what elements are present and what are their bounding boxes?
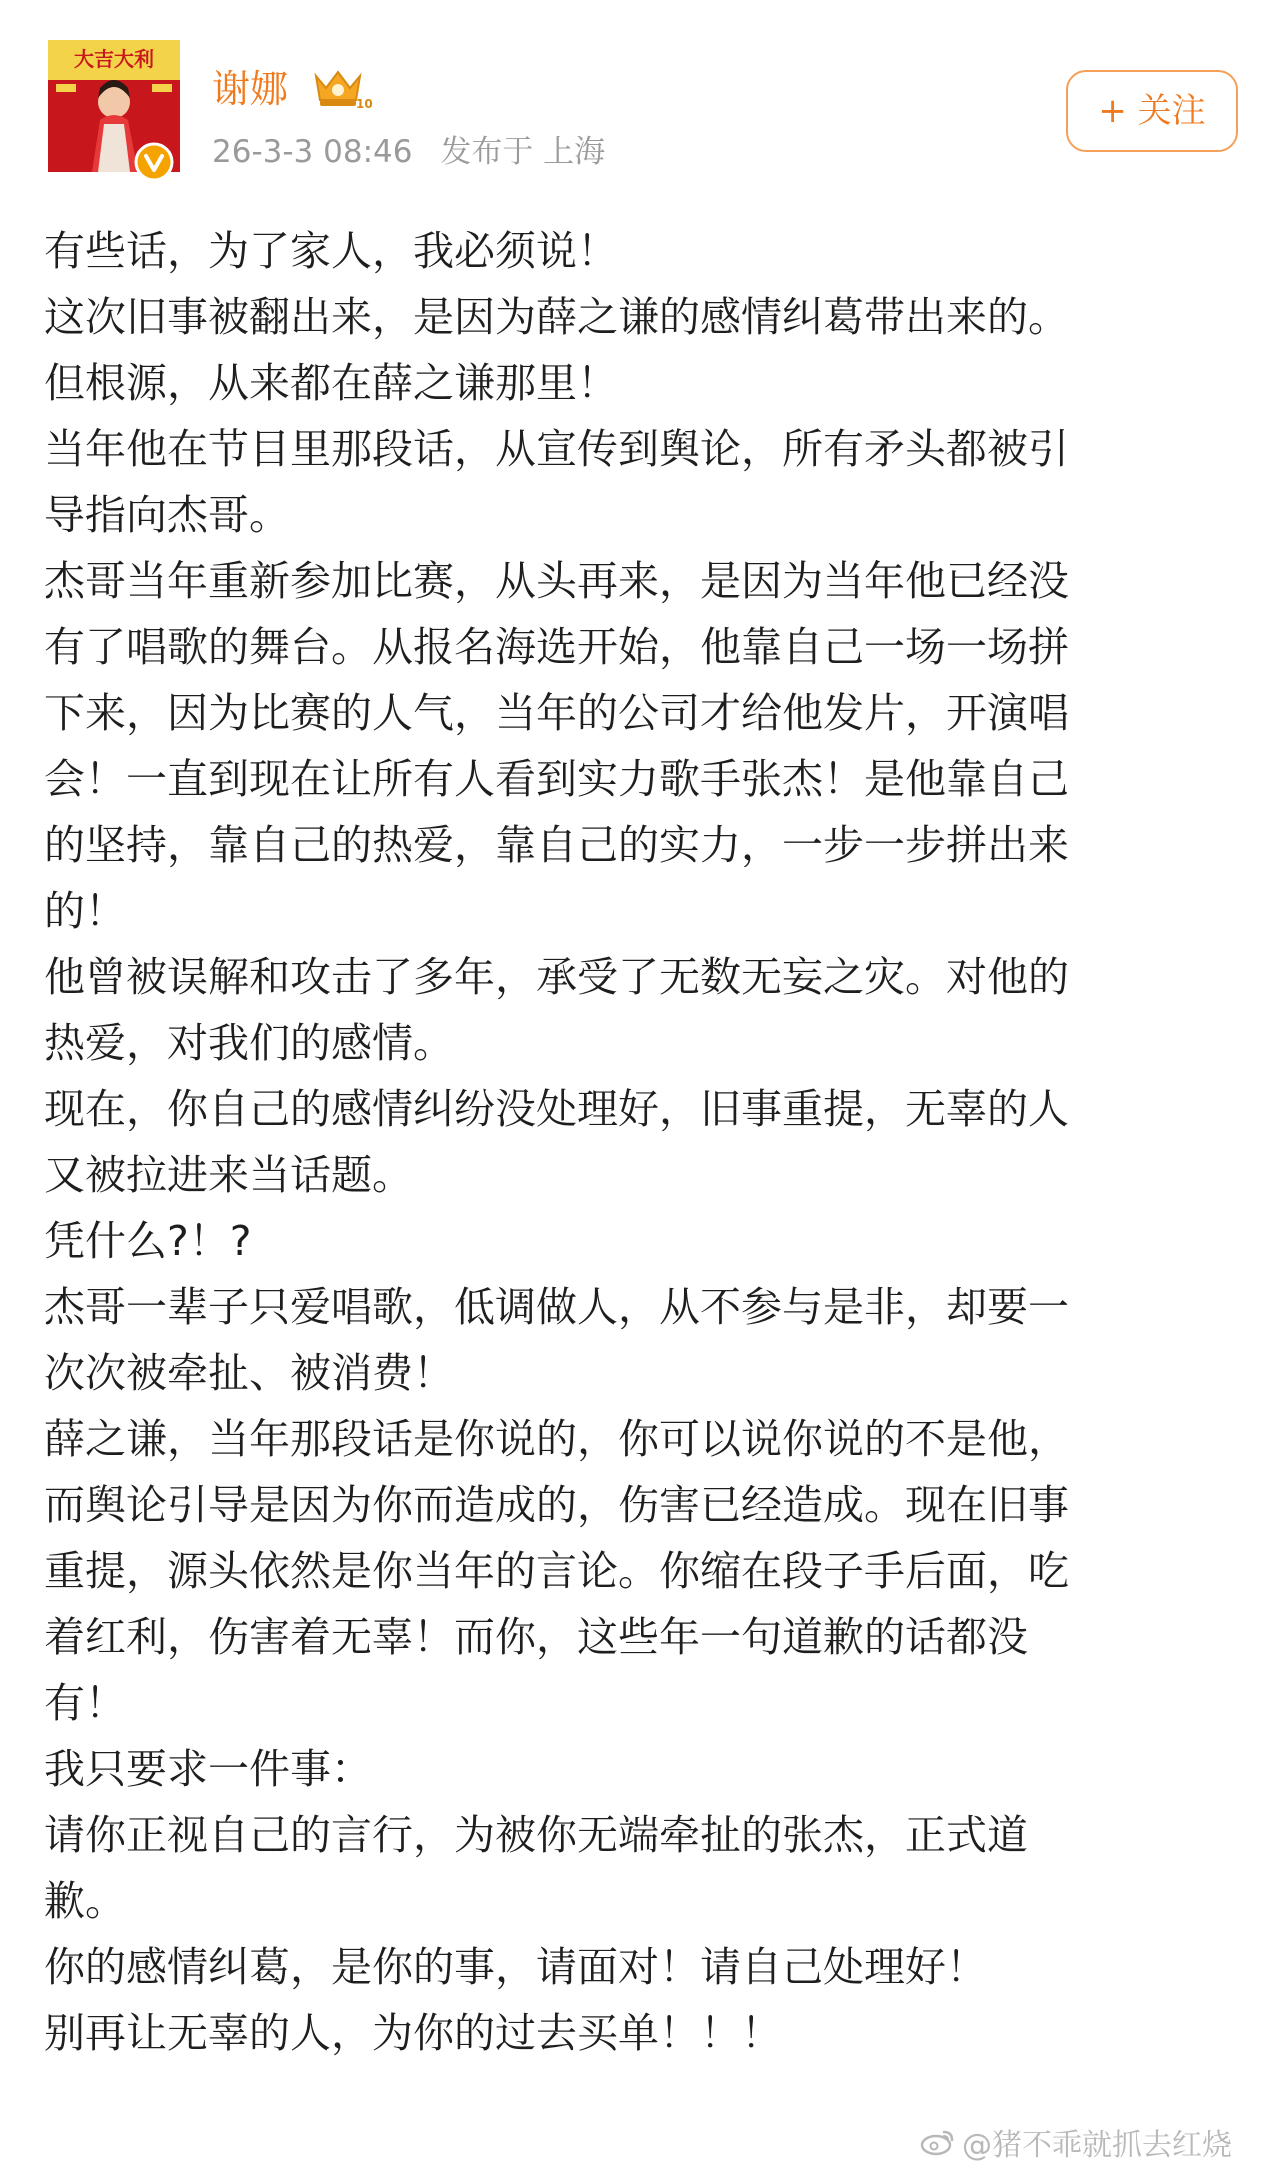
post-line: 你的感情纠葛，是你的事，请面对！请自己处理好！	[44, 1943, 987, 1991]
post-line: 这次旧事被翻出来，是因为薛之谦的感情纠葛带出来的。	[44, 293, 1069, 341]
post-line: 重提，源头依然是你当年的言论。你缩在段子手后面，吃	[44, 1547, 1069, 1595]
post-line: 次次被牵扯、被消费！	[44, 1349, 454, 1397]
post-line: 导指向杰哥。	[44, 491, 290, 539]
watermark-text: @猪不乖就抓去红烧	[962, 2128, 1232, 2163]
post-line: 热爱，对我们的感情。	[44, 1019, 454, 1067]
post-line: 有！	[44, 1679, 126, 1727]
post-line: 的坚持，靠自己的热爱，靠自己的实力，一步一步拼出来	[44, 821, 1069, 869]
user-name[interactable]: 谢娜	[212, 67, 289, 111]
post-line: 别再让无辜的人，为你的过去买单！！！	[44, 2009, 782, 2057]
svg-text:10: 10	[356, 97, 373, 111]
watermark	[920, 2124, 1232, 2169]
follow-button[interactable]: + 关注	[1066, 70, 1238, 152]
post-line: 现在，你自己的感情纠纷没处理好，旧事重提，无辜的人	[44, 1085, 1069, 1133]
post-location: 发布于 上海	[440, 134, 606, 170]
post-header	[0, 0, 1283, 190]
post-line: 我只要求一件事：	[44, 1745, 372, 1793]
post-line: 下来，因为比赛的人气，当年的公司才给他发片，开演唱	[44, 689, 1069, 737]
post-timestamp: 26-3-3 08:46	[212, 134, 413, 170]
post-meta	[212, 130, 623, 174]
post-line: 的！	[44, 887, 126, 935]
post-body	[44, 218, 1244, 2066]
post-line: 着红利，伤害着无辜！而你，这些年一句道歉的话都没	[44, 1613, 1028, 1661]
vip-crown-icon[interactable]	[310, 66, 373, 111]
post-line: 请你正视自己的言行，为被你无端牵扯的张杰，正式道	[44, 1811, 1028, 1859]
post-line: 有了唱歌的舞台。从报名海选开始，他靠自己一场一场拼	[44, 623, 1069, 671]
post-line: 会！一直到现在让所有人看到实力歌手张杰！是他靠自己	[44, 755, 1069, 803]
avatar-caption: 大吉大利	[74, 47, 154, 71]
post-line: 又被拉进来当话题。	[44, 1151, 413, 1199]
post-line: 杰哥当年重新参加比赛，从头再来，是因为当年他已经没	[44, 557, 1069, 605]
post-line: 杰哥一辈子只爱唱歌，低调做人，从不参与是非，却要一	[44, 1283, 1069, 1331]
post-line: 歉。	[44, 1877, 126, 1925]
post-line: 凭什么?！?	[44, 1217, 252, 1265]
verified-badge-icon	[134, 142, 174, 182]
post-line: 有些话，为了家人，我必须说！	[44, 227, 618, 275]
weibo-logo-icon	[920, 2125, 956, 2169]
post-line: 但根源，从来都在薛之谦那里！	[44, 359, 618, 407]
post-line: 薛之谦，当年那段话是你说的，你可以说你说的不是他，	[44, 1415, 1069, 1463]
post-line: 而舆论引导是因为你而造成的，伤害已经造成。现在旧事	[44, 1481, 1069, 1529]
post-line: 当年他在节目里那段话，从宣传到舆论，所有矛头都被引	[44, 425, 1069, 473]
post-line: 他曾被误解和攻击了多年，承受了无数无妄之灾。对他的	[44, 953, 1069, 1001]
